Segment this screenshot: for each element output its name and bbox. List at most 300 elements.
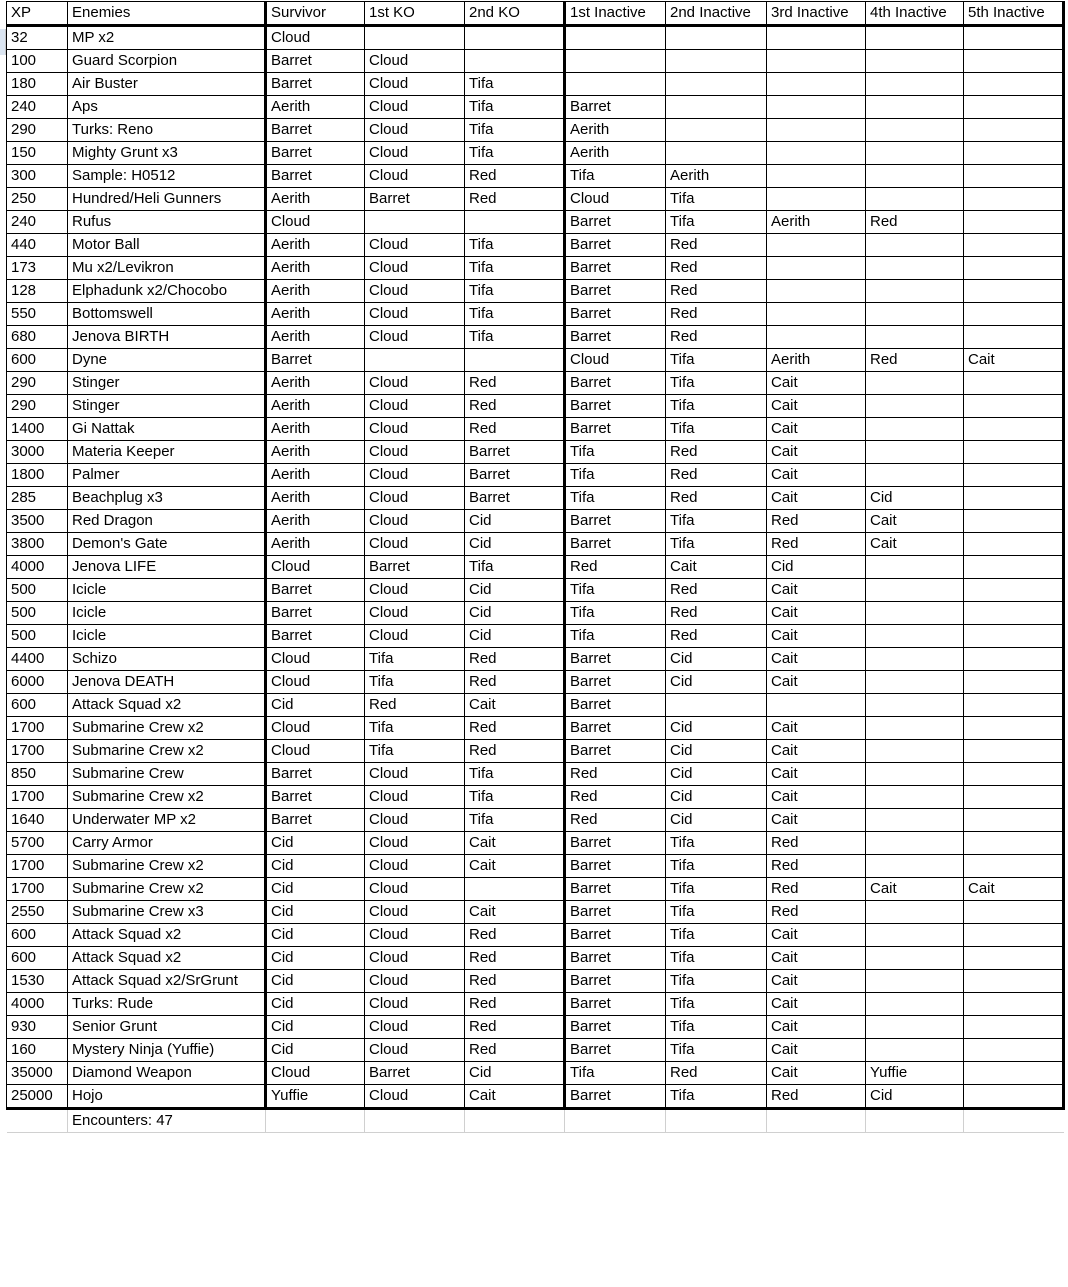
- cell-survivor[interactable]: Aerith: [266, 303, 365, 326]
- table-row[interactable]: [7, 855, 1064, 878]
- cell-in5[interactable]: [964, 832, 1064, 855]
- cell-in2[interactable]: Tifa: [666, 878, 767, 901]
- cell-survivor[interactable]: Aerith: [266, 510, 365, 533]
- cell-enemies[interactable]: Attack Squad x2: [68, 947, 266, 970]
- cell-in4[interactable]: [866, 855, 964, 878]
- table-row[interactable]: [7, 395, 1064, 418]
- cell-enemies[interactable]: Attack Squad x2: [68, 924, 266, 947]
- cell-in5[interactable]: [964, 1062, 1064, 1085]
- column-header-2nd-ko[interactable]: 2nd KO: [465, 2, 565, 26]
- cell-enemies[interactable]: Materia Keeper: [68, 441, 266, 464]
- cell-in3[interactable]: Cait: [767, 487, 866, 510]
- cell-survivor[interactable]: Aerith: [266, 372, 365, 395]
- cell-in1[interactable]: Barret: [565, 234, 666, 257]
- cell-in4[interactable]: [866, 464, 964, 487]
- cell-ko2[interactable]: [465, 211, 565, 234]
- table-row[interactable]: [7, 602, 1064, 625]
- cell-in3[interactable]: [767, 26, 866, 50]
- cell-enemies[interactable]: Rufus: [68, 211, 266, 234]
- cell-survivor[interactable]: Yuffie: [266, 1085, 365, 1109]
- cell-xp[interactable]: 600: [7, 349, 68, 372]
- cell-in5[interactable]: [964, 26, 1064, 50]
- cell-survivor[interactable]: Aerith: [266, 280, 365, 303]
- column-header-survivor[interactable]: Survivor: [266, 2, 365, 26]
- cell-in3[interactable]: Aerith: [767, 349, 866, 372]
- cell-enemies[interactable]: Red Dragon: [68, 510, 266, 533]
- cell-ko1[interactable]: Barret: [365, 556, 465, 579]
- cell-in1[interactable]: Cloud: [565, 349, 666, 372]
- table-row[interactable]: [7, 1039, 1064, 1062]
- cell-survivor[interactable]: Cloud: [266, 648, 365, 671]
- cell-in5[interactable]: [964, 1016, 1064, 1039]
- cell-in4[interactable]: [866, 372, 964, 395]
- cell-in5[interactable]: [964, 947, 1064, 970]
- cell-ko1[interactable]: Tifa: [365, 671, 465, 694]
- cell-in3[interactable]: Red: [767, 510, 866, 533]
- cell-in4[interactable]: [866, 165, 964, 188]
- cell-in5[interactable]: [964, 740, 1064, 763]
- table-row[interactable]: [7, 50, 1064, 73]
- cell-in3[interactable]: Aerith: [767, 211, 866, 234]
- cell-xp[interactable]: 1400: [7, 418, 68, 441]
- cell-ko1[interactable]: Cloud: [365, 487, 465, 510]
- cell-ko2[interactable]: Red: [465, 671, 565, 694]
- table-row[interactable]: [7, 740, 1064, 763]
- cell-in2[interactable]: Tifa: [666, 1085, 767, 1109]
- cell-enemies[interactable]: Jenova LIFE: [68, 556, 266, 579]
- cell-enemies[interactable]: Submarine Crew x2: [68, 878, 266, 901]
- cell-in1[interactable]: Red: [565, 763, 666, 786]
- cell-survivor[interactable]: Cloud: [266, 211, 365, 234]
- cell-xp[interactable]: 930: [7, 1016, 68, 1039]
- cell-in2[interactable]: Tifa: [666, 832, 767, 855]
- cell-in3[interactable]: Cait: [767, 648, 866, 671]
- cell-xp[interactable]: 32: [7, 26, 68, 50]
- cell-in1[interactable]: [565, 73, 666, 96]
- cell-in5[interactable]: [964, 487, 1064, 510]
- cell-xp[interactable]: 285: [7, 487, 68, 510]
- cell-survivor[interactable]: Cid: [266, 924, 365, 947]
- cell-xp[interactable]: 600: [7, 694, 68, 717]
- cell-in1[interactable]: Red: [565, 786, 666, 809]
- cell-survivor[interactable]: Barret: [266, 349, 365, 372]
- table-row[interactable]: [7, 372, 1064, 395]
- table-row[interactable]: [7, 694, 1064, 717]
- cell-enemies[interactable]: Demon's Gate: [68, 533, 266, 556]
- cell-in2[interactable]: [666, 26, 767, 50]
- cell-enemies[interactable]: Elphadunk x2/Chocobo: [68, 280, 266, 303]
- cell-ko2[interactable]: Tifa: [465, 257, 565, 280]
- cell-in2[interactable]: Red: [666, 1062, 767, 1085]
- cell-in5[interactable]: [964, 855, 1064, 878]
- table-row[interactable]: [7, 924, 1064, 947]
- cell-survivor[interactable]: Cid: [266, 993, 365, 1016]
- cell-in4[interactable]: [866, 96, 964, 119]
- cell-in4[interactable]: [866, 73, 964, 96]
- cell-xp[interactable]: 180: [7, 73, 68, 96]
- cell-in3[interactable]: [767, 188, 866, 211]
- cell-in1[interactable]: Barret: [565, 1016, 666, 1039]
- cell-ko2[interactable]: Cid: [465, 625, 565, 648]
- cell-ko1[interactable]: Cloud: [365, 579, 465, 602]
- cell-ko1[interactable]: Cloud: [365, 372, 465, 395]
- cell-in5[interactable]: [964, 464, 1064, 487]
- cell-in1[interactable]: Barret: [565, 717, 666, 740]
- cell-in1[interactable]: Aerith: [565, 119, 666, 142]
- cell-in3[interactable]: Cait: [767, 947, 866, 970]
- cell-in1[interactable]: Barret: [565, 257, 666, 280]
- cell-xp[interactable]: 35000: [7, 1062, 68, 1085]
- cell-in3[interactable]: [767, 257, 866, 280]
- cell-xp[interactable]: 290: [7, 119, 68, 142]
- cell-in4[interactable]: [866, 579, 964, 602]
- cell-ko2[interactable]: Cid: [465, 579, 565, 602]
- cell-in2[interactable]: Red: [666, 280, 767, 303]
- cell-ko2[interactable]: Tifa: [465, 326, 565, 349]
- table-row[interactable]: [7, 119, 1064, 142]
- cell-in4[interactable]: Cid: [866, 1085, 964, 1109]
- cell-in5[interactable]: [964, 303, 1064, 326]
- cell-in4[interactable]: [866, 763, 964, 786]
- table-row[interactable]: [7, 487, 1064, 510]
- cell-in4[interactable]: [866, 740, 964, 763]
- cell-in3[interactable]: Cait: [767, 395, 866, 418]
- cell-in5[interactable]: [964, 786, 1064, 809]
- cell-enemies[interactable]: Hojo: [68, 1085, 266, 1109]
- table-row[interactable]: [7, 625, 1064, 648]
- cell-in3[interactable]: [767, 234, 866, 257]
- cell-enemies[interactable]: Schizo: [68, 648, 266, 671]
- cell-in5[interactable]: [964, 1085, 1064, 1109]
- cell-ko1[interactable]: Cloud: [365, 142, 465, 165]
- cell-xp[interactable]: 500: [7, 625, 68, 648]
- cell-xp[interactable]: 290: [7, 372, 68, 395]
- cell-ko1[interactable]: Cloud: [365, 901, 465, 924]
- cell-enemies[interactable]: Palmer: [68, 464, 266, 487]
- cell-enemies[interactable]: Attack Squad x2: [68, 694, 266, 717]
- cell-ko2[interactable]: [465, 26, 565, 50]
- cell-in2[interactable]: Red: [666, 441, 767, 464]
- cell-in3[interactable]: [767, 119, 866, 142]
- table-row[interactable]: [7, 418, 1064, 441]
- cell-in1[interactable]: Barret: [565, 855, 666, 878]
- cell-xp[interactable]: 128: [7, 280, 68, 303]
- cell-in2[interactable]: Aerith: [666, 165, 767, 188]
- cell-survivor[interactable]: Barret: [266, 73, 365, 96]
- cell-in5[interactable]: [964, 96, 1064, 119]
- cell-in5[interactable]: [964, 901, 1064, 924]
- table-row[interactable]: [7, 1062, 1064, 1085]
- cell-enemies[interactable]: Mighty Grunt x3: [68, 142, 266, 165]
- cell-ko2[interactable]: Red: [465, 924, 565, 947]
- cell-xp[interactable]: 6000: [7, 671, 68, 694]
- cell-in5[interactable]: [964, 717, 1064, 740]
- cell-ko2[interactable]: Red: [465, 1039, 565, 1062]
- cell-in4[interactable]: [866, 395, 964, 418]
- cell-enemies[interactable]: Hundred/Heli Gunners: [68, 188, 266, 211]
- cell-ko2[interactable]: Tifa: [465, 142, 565, 165]
- cell-survivor[interactable]: Barret: [266, 142, 365, 165]
- cell-survivor[interactable]: Barret: [266, 50, 365, 73]
- cell-xp[interactable]: 25000: [7, 1085, 68, 1109]
- table-row[interactable]: [7, 1085, 1064, 1109]
- cell-ko2[interactable]: Red: [465, 418, 565, 441]
- column-header-3rd-inactive[interactable]: 3rd Inactive: [767, 2, 866, 26]
- cell-xp[interactable]: 4400: [7, 648, 68, 671]
- cell-in3[interactable]: [767, 142, 866, 165]
- cell-ko1[interactable]: [365, 26, 465, 50]
- cell-in3[interactable]: Cait: [767, 1016, 866, 1039]
- cell-enemies[interactable]: Air Buster: [68, 73, 266, 96]
- cell-ko2[interactable]: Cait: [465, 1085, 565, 1109]
- cell-in4[interactable]: [866, 188, 964, 211]
- cell-ko2[interactable]: Tifa: [465, 786, 565, 809]
- cell-enemies[interactable]: Stinger: [68, 395, 266, 418]
- cell-in4[interactable]: Cait: [866, 510, 964, 533]
- cell-in1[interactable]: Barret: [565, 303, 666, 326]
- cell-enemies[interactable]: Submarine Crew x2: [68, 786, 266, 809]
- cell-in2[interactable]: Tifa: [666, 510, 767, 533]
- cell-in3[interactable]: [767, 165, 866, 188]
- cell-survivor[interactable]: Aerith: [266, 487, 365, 510]
- cell-enemies[interactable]: Icicle: [68, 625, 266, 648]
- cell-in3[interactable]: Cait: [767, 740, 866, 763]
- cell-in4[interactable]: Red: [866, 211, 964, 234]
- cell-ko1[interactable]: Cloud: [365, 1016, 465, 1039]
- cell-survivor[interactable]: Aerith: [266, 464, 365, 487]
- cell-ko2[interactable]: [465, 349, 565, 372]
- cell-survivor[interactable]: Aerith: [266, 188, 365, 211]
- cell-ko1[interactable]: Cloud: [365, 602, 465, 625]
- cell-ko2[interactable]: Cait: [465, 694, 565, 717]
- cell-in4[interactable]: [866, 717, 964, 740]
- cell-in1[interactable]: Red: [565, 809, 666, 832]
- cell-survivor[interactable]: Barret: [266, 119, 365, 142]
- cell-in5[interactable]: [964, 970, 1064, 993]
- cell-in4[interactable]: [866, 602, 964, 625]
- cell-in2[interactable]: [666, 50, 767, 73]
- cell-in1[interactable]: Barret: [565, 993, 666, 1016]
- cell-in2[interactable]: Cid: [666, 763, 767, 786]
- cell-in1[interactable]: Barret: [565, 1085, 666, 1109]
- cell-in2[interactable]: Red: [666, 579, 767, 602]
- cell-in2[interactable]: [666, 119, 767, 142]
- cell-in4[interactable]: [866, 671, 964, 694]
- cell-ko1[interactable]: Cloud: [365, 832, 465, 855]
- cell-enemies[interactable]: Underwater MP x2: [68, 809, 266, 832]
- cell-xp[interactable]: 5700: [7, 832, 68, 855]
- cell-in2[interactable]: Red: [666, 464, 767, 487]
- cell-enemies[interactable]: Bottomswell: [68, 303, 266, 326]
- cell-in1[interactable]: Tifa: [565, 165, 666, 188]
- cell-in1[interactable]: Barret: [565, 648, 666, 671]
- cell-ko2[interactable]: Red: [465, 970, 565, 993]
- cell-in1[interactable]: Tifa: [565, 602, 666, 625]
- table-row[interactable]: [7, 73, 1064, 96]
- cell-ko2[interactable]: Barret: [465, 464, 565, 487]
- cell-in3[interactable]: [767, 50, 866, 73]
- cell-in2[interactable]: Tifa: [666, 993, 767, 1016]
- cell-in5[interactable]: [964, 763, 1064, 786]
- cell-in4[interactable]: [866, 832, 964, 855]
- cell-survivor[interactable]: Cid: [266, 1016, 365, 1039]
- cell-survivor[interactable]: Barret: [266, 786, 365, 809]
- cell-in5[interactable]: Cait: [964, 878, 1064, 901]
- cell-in4[interactable]: [866, 694, 964, 717]
- cell-in3[interactable]: Cait: [767, 671, 866, 694]
- cell-enemies[interactable]: Diamond Weapon: [68, 1062, 266, 1085]
- cell-in5[interactable]: [964, 602, 1064, 625]
- cell-ko2[interactable]: Tifa: [465, 119, 565, 142]
- cell-in3[interactable]: Cait: [767, 464, 866, 487]
- cell-ko1[interactable]: Cloud: [365, 993, 465, 1016]
- cell-survivor[interactable]: Barret: [266, 165, 365, 188]
- cell-survivor[interactable]: Barret: [266, 579, 365, 602]
- cell-in4[interactable]: [866, 970, 964, 993]
- cell-in5[interactable]: [964, 625, 1064, 648]
- cell-in5[interactable]: [964, 280, 1064, 303]
- cell-ko1[interactable]: Cloud: [365, 878, 465, 901]
- table-row[interactable]: [7, 533, 1064, 556]
- cell-in2[interactable]: Tifa: [666, 395, 767, 418]
- cell-ko1[interactable]: Tifa: [365, 717, 465, 740]
- cell-ko1[interactable]: Cloud: [365, 924, 465, 947]
- cell-in2[interactable]: [666, 142, 767, 165]
- cell-in3[interactable]: Red: [767, 832, 866, 855]
- cell-ko2[interactable]: Cid: [465, 602, 565, 625]
- cell-survivor[interactable]: Aerith: [266, 418, 365, 441]
- cell-ko1[interactable]: Cloud: [365, 441, 465, 464]
- cell-in4[interactable]: [866, 786, 964, 809]
- cell-xp[interactable]: 1700: [7, 786, 68, 809]
- cell-ko1[interactable]: Cloud: [365, 1085, 465, 1109]
- cell-in5[interactable]: [964, 50, 1064, 73]
- cell-in4[interactable]: [866, 924, 964, 947]
- cell-ko2[interactable]: Red: [465, 993, 565, 1016]
- cell-in2[interactable]: [666, 73, 767, 96]
- cell-in5[interactable]: Cait: [964, 349, 1064, 372]
- cell-in2[interactable]: Cait: [666, 556, 767, 579]
- cell-xp[interactable]: 240: [7, 211, 68, 234]
- cell-in3[interactable]: Cait: [767, 418, 866, 441]
- cell-xp[interactable]: 4000: [7, 993, 68, 1016]
- table-row[interactable]: [7, 1016, 1064, 1039]
- column-header-1st-ko[interactable]: 1st KO: [365, 2, 465, 26]
- cell-survivor[interactable]: Aerith: [266, 257, 365, 280]
- cell-survivor[interactable]: Barret: [266, 763, 365, 786]
- cell-ko2[interactable]: Tifa: [465, 763, 565, 786]
- cell-enemies[interactable]: Gi Nattak: [68, 418, 266, 441]
- cell-ko2[interactable]: Tifa: [465, 280, 565, 303]
- cell-in2[interactable]: Tifa: [666, 188, 767, 211]
- cell-ko1[interactable]: Cloud: [365, 395, 465, 418]
- table-row[interactable]: [7, 234, 1064, 257]
- table-row[interactable]: [7, 188, 1064, 211]
- cell-in1[interactable]: Tifa: [565, 579, 666, 602]
- cell-in2[interactable]: Cid: [666, 786, 767, 809]
- table-row[interactable]: [7, 878, 1064, 901]
- cell-in4[interactable]: Cait: [866, 878, 964, 901]
- cell-enemies[interactable]: Dyne: [68, 349, 266, 372]
- cell-in3[interactable]: [767, 96, 866, 119]
- cell-in2[interactable]: Cid: [666, 717, 767, 740]
- cell-enemies[interactable]: Stinger: [68, 372, 266, 395]
- table-row[interactable]: [7, 96, 1064, 119]
- table-row[interactable]: [7, 648, 1064, 671]
- cell-ko2[interactable]: Cid: [465, 533, 565, 556]
- cell-xp[interactable]: 160: [7, 1039, 68, 1062]
- table-row[interactable]: [7, 763, 1064, 786]
- cell-in4[interactable]: [866, 50, 964, 73]
- table-row[interactable]: [7, 901, 1064, 924]
- cell-in2[interactable]: Tifa: [666, 533, 767, 556]
- cell-in1[interactable]: Tifa: [565, 464, 666, 487]
- cell-in4[interactable]: [866, 418, 964, 441]
- cell-enemies[interactable]: Beachplug x3: [68, 487, 266, 510]
- cell-in2[interactable]: Tifa: [666, 372, 767, 395]
- cell-in3[interactable]: [767, 280, 866, 303]
- cell-ko2[interactable]: Tifa: [465, 96, 565, 119]
- cell-in2[interactable]: Cid: [666, 648, 767, 671]
- cell-in2[interactable]: Red: [666, 602, 767, 625]
- cell-ko1[interactable]: Cloud: [365, 234, 465, 257]
- cell-in4[interactable]: [866, 142, 964, 165]
- cell-xp[interactable]: 1700: [7, 740, 68, 763]
- cell-in5[interactable]: [964, 648, 1064, 671]
- cell-enemies[interactable]: Senior Grunt: [68, 1016, 266, 1039]
- cell-in1[interactable]: Barret: [565, 533, 666, 556]
- cell-enemies[interactable]: Mu x2/Levikron: [68, 257, 266, 280]
- cell-ko1[interactable]: Barret: [365, 1062, 465, 1085]
- table-row[interactable]: [7, 303, 1064, 326]
- cell-in2[interactable]: Cid: [666, 671, 767, 694]
- cell-in1[interactable]: Barret: [565, 280, 666, 303]
- cell-in5[interactable]: [964, 119, 1064, 142]
- cell-in4[interactable]: [866, 303, 964, 326]
- cell-in5[interactable]: [964, 924, 1064, 947]
- cell-in4[interactable]: [866, 625, 964, 648]
- cell-ko1[interactable]: Cloud: [365, 533, 465, 556]
- cell-in5[interactable]: [964, 993, 1064, 1016]
- cell-enemies[interactable]: Submarine Crew x2: [68, 855, 266, 878]
- table-row[interactable]: [7, 326, 1064, 349]
- cell-in4[interactable]: [866, 326, 964, 349]
- cell-ko2[interactable]: Cait: [465, 901, 565, 924]
- cell-in3[interactable]: Cait: [767, 970, 866, 993]
- cell-ko2[interactable]: Tifa: [465, 809, 565, 832]
- cell-ko2[interactable]: Red: [465, 717, 565, 740]
- table-row[interactable]: [7, 809, 1064, 832]
- column-header-enemies[interactable]: Enemies: [68, 2, 266, 26]
- table-row[interactable]: [7, 717, 1064, 740]
- cell-xp[interactable]: 550: [7, 303, 68, 326]
- cell-in4[interactable]: Cid: [866, 487, 964, 510]
- table-row[interactable]: [7, 947, 1064, 970]
- cell-enemies[interactable]: Aps: [68, 96, 266, 119]
- cell-xp[interactable]: 1700: [7, 855, 68, 878]
- cell-in3[interactable]: [767, 326, 866, 349]
- cell-in4[interactable]: [866, 234, 964, 257]
- cell-in1[interactable]: Barret: [565, 694, 666, 717]
- cell-ko2[interactable]: Red: [465, 740, 565, 763]
- cell-enemies[interactable]: Jenova BIRTH: [68, 326, 266, 349]
- cell-ko2[interactable]: Barret: [465, 441, 565, 464]
- cell-xp[interactable]: 3000: [7, 441, 68, 464]
- cell-in1[interactable]: Red: [565, 556, 666, 579]
- cell-in2[interactable]: Tifa: [666, 349, 767, 372]
- cell-in5[interactable]: [964, 372, 1064, 395]
- cell-in4[interactable]: [866, 556, 964, 579]
